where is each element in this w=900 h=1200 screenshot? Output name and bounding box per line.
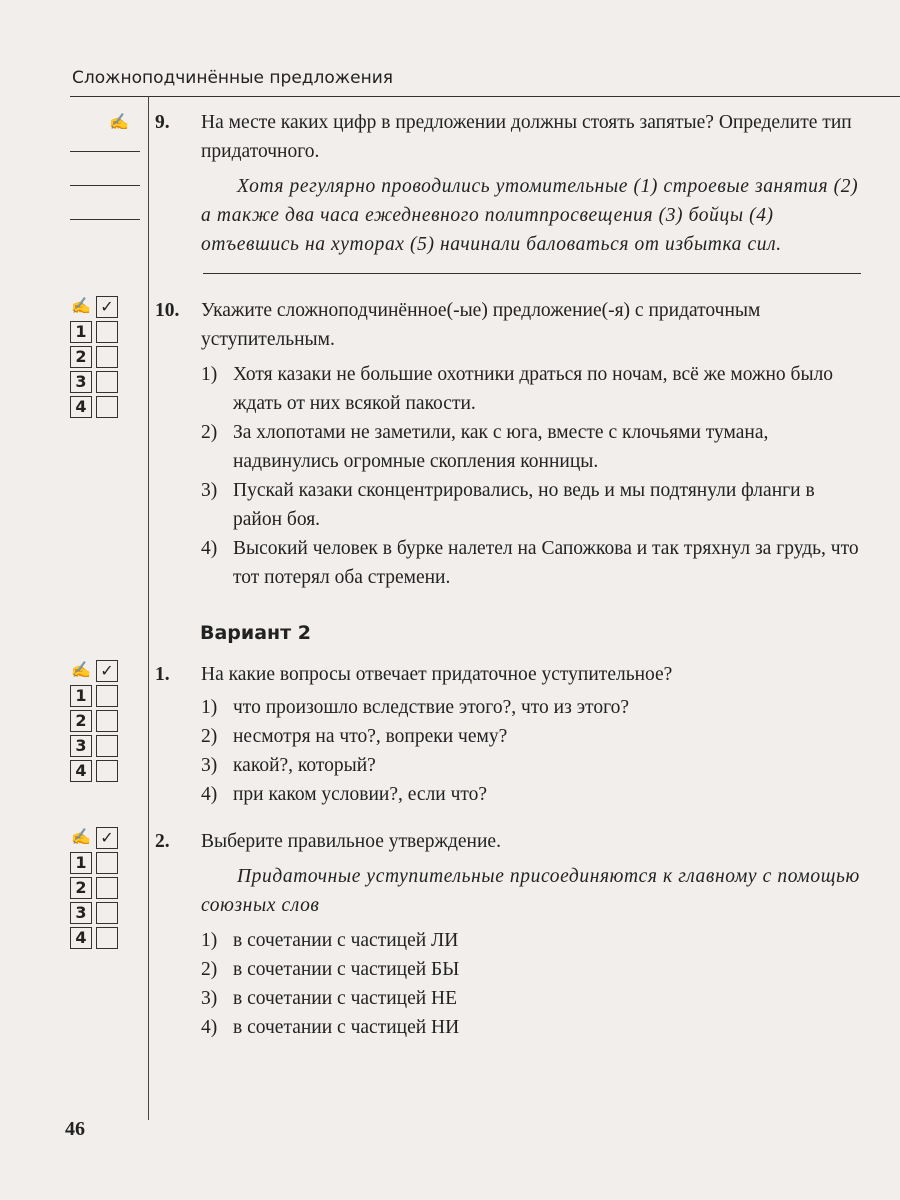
option: 1) в сочетании с частицей ЛИ (201, 930, 459, 951)
pencil-icon: ✍ (71, 298, 91, 315)
option: 4) в сочетании с частицей НИ (201, 1017, 460, 1038)
answer-area (70, 108, 155, 220)
question-number: 2. (155, 831, 170, 852)
option: 1) что произошло вследствие этого?, что из этого? (201, 697, 629, 718)
question-number: 1. (155, 664, 170, 685)
variant2-question-2-block (70, 827, 865, 1042)
answer-grid (70, 296, 155, 421)
section-title: Вариант 2 (200, 622, 312, 644)
answer-grid (70, 660, 155, 785)
header-rule (70, 96, 900, 97)
answer-checkbox[interactable] (96, 852, 118, 874)
option-label: 1 (70, 321, 92, 343)
question-text: Укажите сложноподчинённое(-ые) предложение(-я) с придаточным уступительным. (201, 300, 761, 350)
answer-checkbox[interactable] (96, 346, 118, 368)
option: 3) в сочетании с частицей НЕ (201, 988, 458, 1009)
check-icon: ✓ (96, 827, 118, 849)
option: 4) Высокий человек в бурке налетел на Сапожкова и так тряхнул за грудь, что тот потерял оба стремени. (201, 538, 859, 588)
question-text: На месте каких цифр в предложении должны стоять запятые? Определите тип придаточного. (201, 112, 852, 162)
option-label: 1 (70, 852, 92, 874)
question-9-block (70, 108, 865, 259)
question-10-block (70, 296, 865, 592)
content (70, 108, 865, 1042)
option: 3) Пускай казаки сконцентрировались, но ведь и мы подтянули фланги в район боя. (201, 480, 815, 530)
answer-checkbox[interactable] (96, 735, 118, 757)
answer-rule[interactable] (203, 273, 861, 274)
question-text: Выберите правильное утверждение. (201, 831, 501, 852)
option-label: 4 (70, 396, 92, 418)
question-10 (155, 296, 865, 592)
option: 3) какой?, который? (201, 755, 376, 776)
check-icon: ✓ (96, 296, 118, 318)
option: 4) при каком условии?, если что? (201, 784, 488, 805)
option: 2) в сочетании с частицей БЫ (201, 959, 460, 980)
running-header: Сложноподчинённые предложения (72, 68, 393, 88)
option-label: 4 (70, 760, 92, 782)
pencil-icon: ✍ (71, 662, 91, 679)
answer-checkbox[interactable] (96, 321, 118, 343)
answer-checkbox[interactable] (96, 902, 118, 924)
option: 2) несмотря на что?, вопреки чему? (201, 726, 508, 747)
option-label: 2 (70, 346, 92, 368)
answer-checkbox[interactable] (96, 760, 118, 782)
answer-checkbox[interactable] (96, 927, 118, 949)
question-number: 10. (155, 300, 180, 321)
answer-grid (70, 827, 155, 952)
check-icon: ✓ (96, 660, 118, 682)
option-label: 2 (70, 877, 92, 899)
pencil-icon: ✍ (71, 829, 91, 846)
question-9 (155, 108, 865, 259)
option-label: 4 (70, 927, 92, 949)
answer-checkbox[interactable] (96, 710, 118, 732)
statement: Придаточные уступительные присоединяются к главному с помощью союзных слов (201, 866, 860, 916)
option-label: 3 (70, 371, 92, 393)
option: 1) Хотя казаки не большие охотники драться по ночам, всё же можно было ждать от них всякой пакости. (201, 364, 834, 414)
question-number: 9. (155, 112, 170, 133)
option-label: 2 (70, 710, 92, 732)
pencil-icon: ✍ (109, 114, 129, 131)
option: 2) За хлопотами не заметили, как с юга, вместе с клочьями тумана, надвинулись огромные скопления конницы. (201, 422, 769, 472)
example-sentence: Хотя регулярно проводились утомительные (1) строевые занятия (2) а также два часа ежедневного политпросвещения (3) бойцы (4) отъевшись на хуторах (5) начинали баловаться от избытка сил. (201, 176, 859, 255)
option-label: 3 (70, 735, 92, 757)
answer-checkbox[interactable] (96, 396, 118, 418)
answer-checkbox[interactable] (96, 877, 118, 899)
variant2-question-1-block (70, 660, 865, 809)
answer-checkbox[interactable] (96, 685, 118, 707)
page-number: 46 (65, 1118, 85, 1140)
answer-checkbox[interactable] (96, 371, 118, 393)
variant2-question-2 (155, 827, 865, 1042)
question-text: На какие вопросы отвечает придаточное уступительное? (201, 664, 673, 685)
option-label: 1 (70, 685, 92, 707)
variant2-question-1 (155, 660, 865, 809)
option-label: 3 (70, 902, 92, 924)
